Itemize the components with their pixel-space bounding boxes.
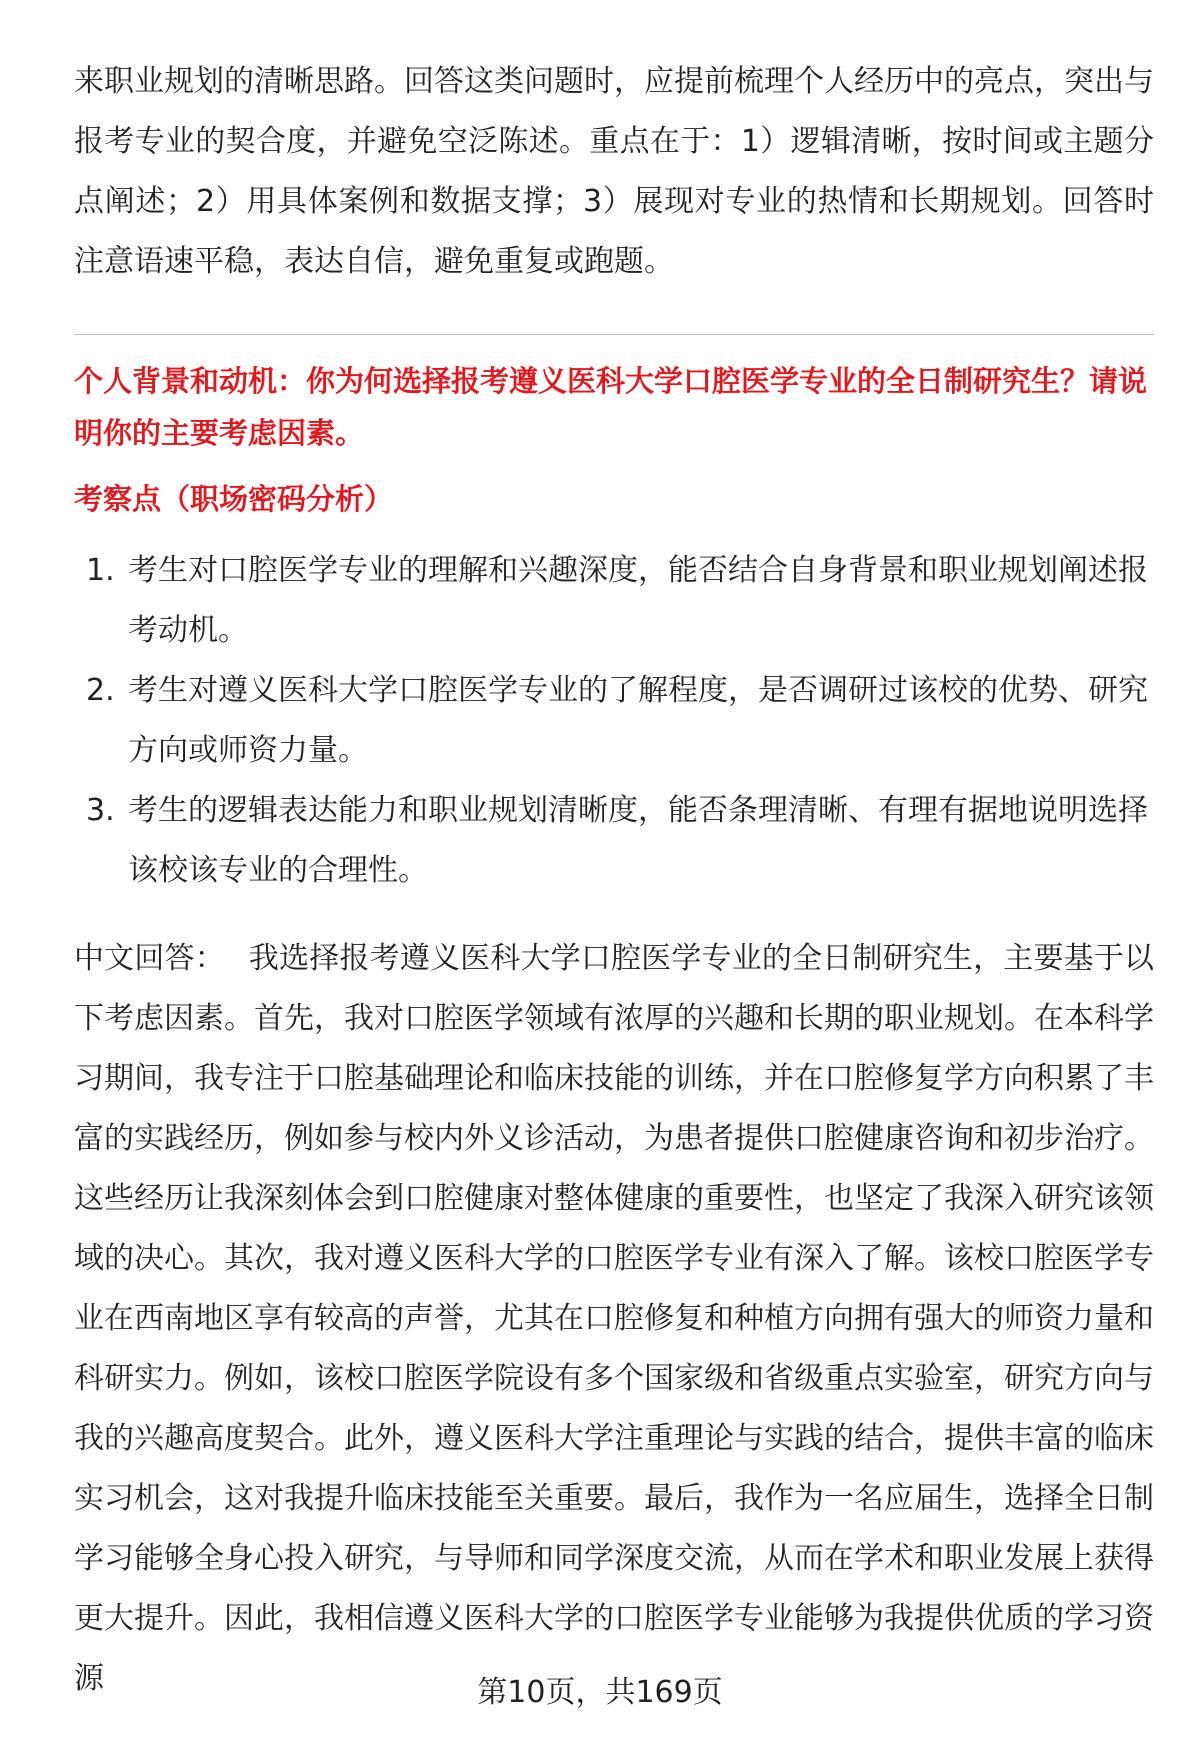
question-heading: 个人背景和动机：你为何选择报考遵义医科大学口腔医学专业的全日制研究生？请说明你的主要考虑因素。	[74, 364, 1148, 450]
list-item	[74, 781, 1154, 901]
answer-text: 我选择报考遵义医科大学口腔医学专业的全日制研究生，主要基于以下考虑因素。首先，我对口腔医学领域有浓厚的兴趣和长期的职业规划。在本科学习期间，我专注于口腔基础理论和临床技能的训练，并在口腔修复学方向积累了丰富的实践经历，例如参与校内外义诊活动，为患者提供口腔健康咨询和初步治疗。这些经历让我深刻体会到口腔健康对整体健康的重要性，也坚定了我深入研究该领域的决心。其次，我对遵义医科大学的口腔医学专业有深入了解。该校口腔医学专业在西南地区享有较高的声誉，尤其在口腔修复和种植方向拥有强大的师资力量和科研实力。例如，该校口腔医学院设有多个国家级和省级重点实验室，研究方向与我的兴趣高度契合。此外，遵义医科大学注重理论与实践的结合，提供丰富的临床实习机会，这对我提升临床技能至关重要。最后，我作为一名应届生，选择全日制学习能够全身心投入研究，与导师和同学深度交流，从而在学术和职业发展上获得更大提升。因此，我相信遵义医科大学的口腔医学专业能够为我提供优质的学习资源	[74, 941, 1155, 1696]
document-page	[74, 52, 1154, 1709]
intro-paragraph: 来职业规划的清晰思路。回答这类问题时，应提前梳理个人经历中的亮点，突出与报考专业的契合度，并避免空泛陈述。重点在于：1）逻辑清晰，按时间或主题分点阐述；2）用具体案例和数据支撑；3）展现对专业的热情和长期规划。回答时注意语速平稳，表达自信，避免重复或跑题。	[74, 64, 1154, 279]
answer-label: 中文回答：	[74, 941, 225, 976]
list-item	[74, 661, 1154, 781]
assessment-points-list	[74, 541, 1154, 901]
list-item-text: 考生的逻辑表达能力和职业规划清晰度，能否条理清晰、有理有据地说明选择该校该专业的合理性。	[128, 793, 1148, 888]
section-divider	[74, 334, 1154, 335]
section-title: 考察点（职场密码分析）	[74, 482, 394, 516]
page-footer: 第10页，共169页	[477, 1675, 723, 1710]
list-item-number: 3.	[86, 793, 115, 828]
list-item	[74, 541, 1154, 661]
list-item-number: 1.	[86, 553, 115, 588]
list-item-text: 考生对遵义医科大学口腔医学专业的了解程度，是否调研过该校的优势、研究方向或师资力量。	[128, 673, 1148, 768]
list-item-number: 2.	[86, 673, 115, 708]
list-item-text: 考生对口腔医学专业的理解和兴趣深度，能否结合自身背景和职业规划阐述报考动机。	[128, 553, 1148, 648]
answer-paragraph	[74, 929, 1154, 1709]
